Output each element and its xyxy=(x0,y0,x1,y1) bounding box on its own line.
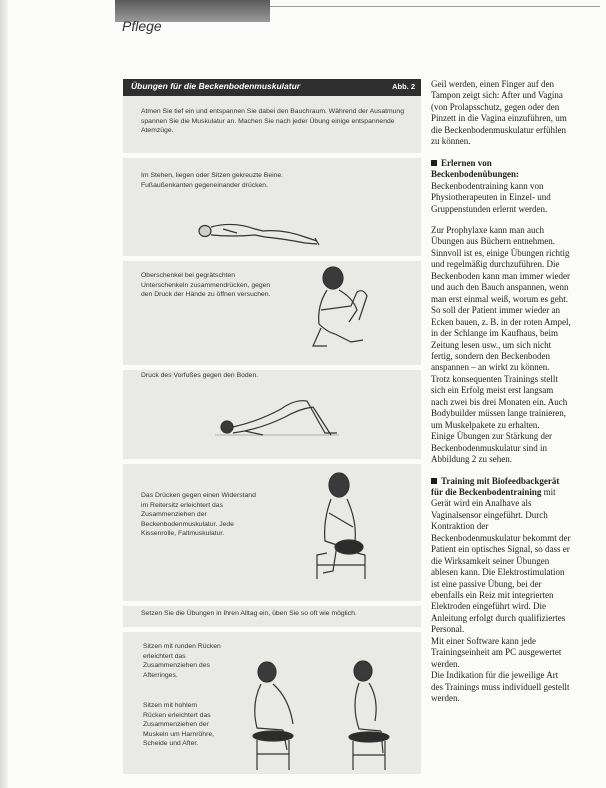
divider xyxy=(123,627,421,632)
header-rule xyxy=(270,6,600,7)
exercise-box xyxy=(123,79,421,774)
paragraph: Mit einer Software kann jede Trainingseinheit am PC ausgewertet werden. xyxy=(431,635,562,669)
bullet-square-icon xyxy=(431,160,437,166)
box-title: Übungen für die Beckenbodenmuskulatur xyxy=(131,81,301,91)
pelvic-bridge-illustration xyxy=(209,387,359,452)
paragraph-lead: Training mit Biofeedbackgerät für die Beckenbodentraining xyxy=(431,475,560,497)
paragraph: Training mit Biofeedbackgerät für die Beckenbodentraining mit Gerät wird ein Analhave als Vaginalsensor eingeführt. Durch Kontraktion der Beckenbodenmuskulatur bekommt der Patient ein optisches Signal, so dass er die Wirksamkeit seiner Übungen ablesen kann. Die Elektrostimulation ist eine passive Übung, bei der ebenfalls ein Reiz mit integrierten Elektroden eingeführt wird. Die Anleitung erfolgt durch qualifiziertes Personal. xyxy=(431,475,571,635)
divider xyxy=(123,153,421,158)
scan-edge xyxy=(0,0,8,788)
paragraph: Trotz konsequenten Trainings stellt sich ein Erfolg meist erst langsam nach zwei bis drei Monaten ein. Auch Bodybuilder müssen lange trainieren, um Muskelpakete zu erhalten. xyxy=(431,373,568,430)
bullet-square-icon xyxy=(431,478,437,484)
rider-seat-cushion-illustration xyxy=(303,469,398,584)
box-header xyxy=(123,79,421,96)
exercise-2-text: Oberschenkel bei gegrätschten Unterschenkeln zusammendrücken, gegen den Druck der Hände zu öffnen versuchen. xyxy=(141,272,271,299)
figure-number: Abb. 2 xyxy=(392,82,415,91)
text-column xyxy=(431,79,571,705)
section-title: Pflege xyxy=(122,18,162,34)
divider xyxy=(123,601,421,606)
box-intro: Atmen Sie tief ein und entspannen Sie dabei den Bauchraum. Während der Ausatmung spannen Sie die Muskulatur an. Machen Sie nach jeder Übung einige entspannende Atemzüge. xyxy=(141,108,404,135)
sitting-hollow-back-illustration xyxy=(331,659,411,772)
divider xyxy=(123,365,421,370)
paragraph: Geil werden, einen Finger auf den Tampon zeigt sich: After und Vagina (von Prolapsschutz, gegen oder den Pinzett in die Vagina einzuführen, um die Beckenbodenmuskulatur erfühlen zu können. xyxy=(431,79,567,147)
exercise-4-text: Das Drücken gegen einen Widerstand im Reitersitz erleichtert das Zusammenziehen der Beckenbodenmuskulatur. Jede Kissenrolle, Faltmuskulatur. xyxy=(141,492,256,538)
sitting-round-back-illustration xyxy=(243,654,323,772)
exercise-1-text: Im Stehen, liegen oder Sitzen gekreuzte Beine. Fußaußenkanten gegeneinander drücken. xyxy=(141,172,284,189)
paragraph: Erlernen von Beckenbodenübungen: Beckenbodentraining kann von Physiotherapeuten in Einzel- und Gruppenstunden erlernt werden. xyxy=(431,157,551,214)
exercise-5-text: Sitzen mit runden Rücken erleichtert das Zusammenziehen des Afterringes. xyxy=(143,643,221,679)
exercise-note: Setzen Sie die Übungen in Ihren Alltag ein, üben Sie so oft wie möglich. xyxy=(141,610,357,617)
paragraph: Zur Prophylaxe kann man auch Übungen aus Büchern entnehmen. Sinnvoll ist es, einige Übungen richtig und regelmäßig durchzuführen. Die Beckenboden kann man immer wieder und auch den Bauch anspannen, wenn man erst einmal weiß, worum es geht. So soll der Patient immer wieder an Ecken bauen, z. B. in der roten Ampel, in der Schlange im Kaufhaus, beim Zeitung lesen usw., um sich nicht fertig, sondern den Beckenboden anspannen – an wirkt zu können. xyxy=(431,224,571,373)
divider xyxy=(123,256,421,261)
divider xyxy=(123,459,421,464)
paragraph-lead: Erlernen von Beckenbodenübungen: xyxy=(431,157,520,180)
paragraph: Die Indikation für die jeweilige Art des Trainings muss individuell gestellt werden. xyxy=(431,670,570,704)
paragraph: Einige Übungen zur Stärkung der Beckenbodenmuskulatur sind in Abbildung 2 zu sehen. xyxy=(431,431,552,465)
sitting-knees-press-illustration xyxy=(291,262,391,357)
lying-crossed-legs-illustration xyxy=(193,207,323,249)
exercise-6-text: Sitzen mit hohlem Rücken erleichtert das Zusammenziehen der Muskeln um Harnröhre, Scheide und After. xyxy=(143,702,215,748)
exercise-3-text: Druck des Vorfußes gegen den Boden. xyxy=(141,372,259,379)
